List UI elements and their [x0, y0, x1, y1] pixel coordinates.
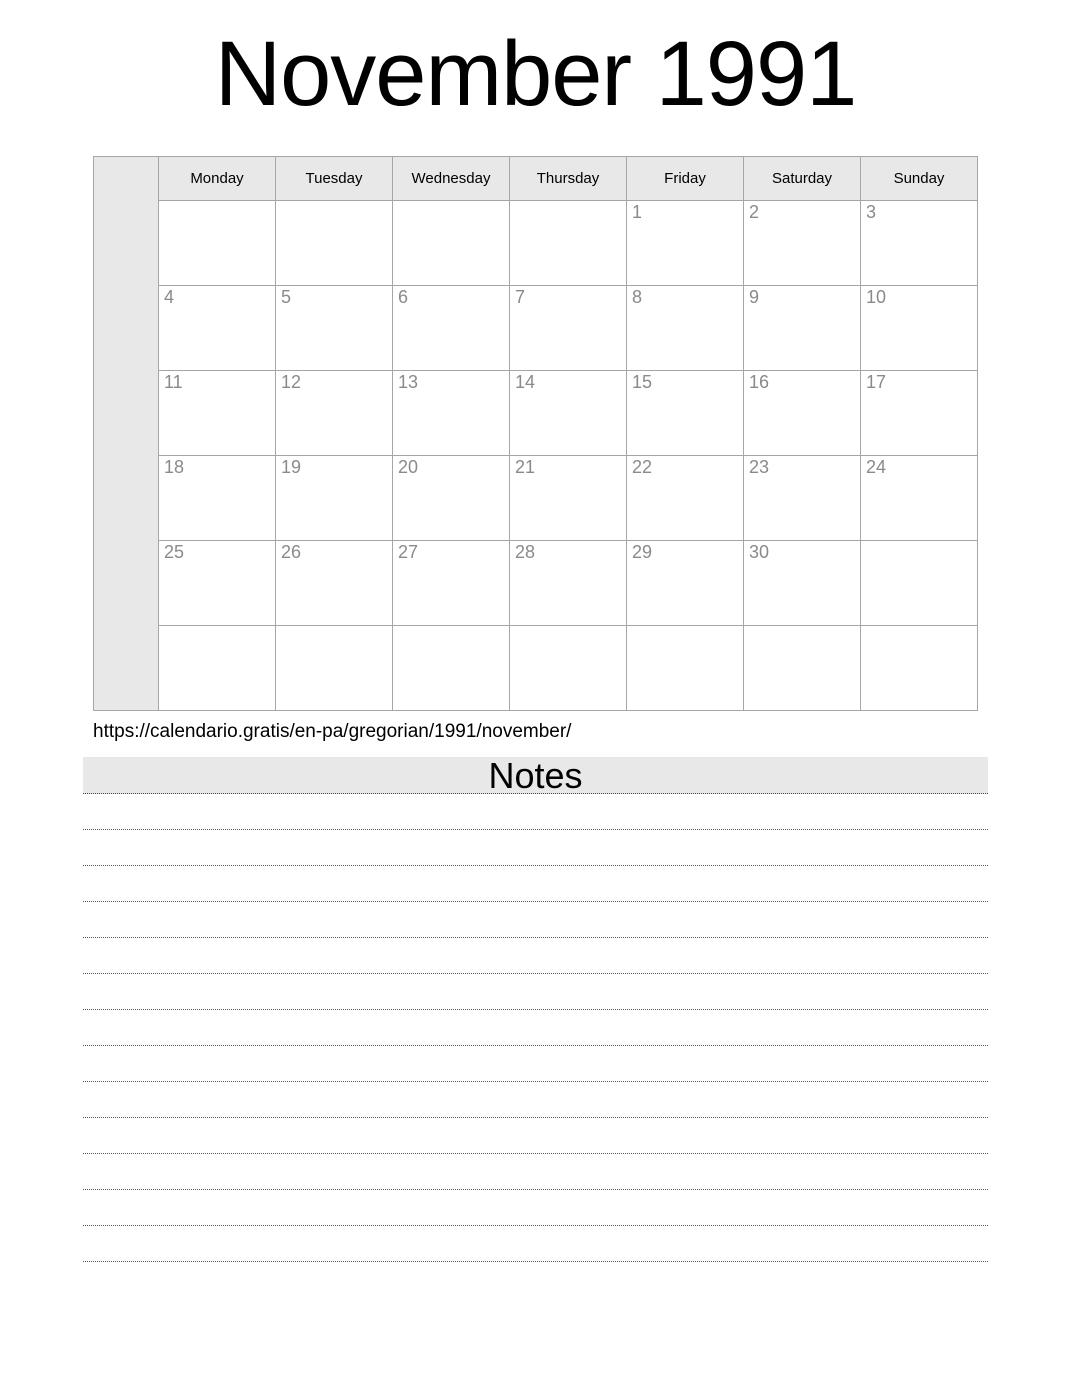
calendar-table [93, 156, 978, 711]
day-cell-23: 23 [744, 456, 861, 541]
day-cell-14: 14 [510, 371, 627, 456]
day-cell-20: 20 [393, 456, 510, 541]
note-line [83, 974, 988, 1010]
day-cell-24: 24 [861, 456, 978, 541]
page-title: November 1991 [214, 23, 857, 125]
day-cell-12: 12 [276, 371, 393, 456]
day-cell-28: 28 [510, 541, 627, 626]
day-cell-empty [861, 626, 978, 711]
week-row [94, 201, 978, 286]
day-cell-empty [393, 626, 510, 711]
week-row [94, 541, 978, 626]
note-line [83, 938, 988, 974]
note-line [83, 830, 988, 866]
day-cell-8: 8 [627, 286, 744, 371]
week-row [94, 371, 978, 456]
weekday-header-tuesday: Tuesday [276, 157, 393, 201]
day-cell-25: 25 [159, 541, 276, 626]
note-line [83, 1154, 988, 1190]
day-cell-16: 16 [744, 371, 861, 456]
week-row [94, 286, 978, 371]
day-cell-empty [159, 201, 276, 286]
weekday-header-thursday: Thursday [510, 157, 627, 201]
day-cell-11: 11 [159, 371, 276, 456]
day-cell-empty [276, 201, 393, 286]
day-cell-6: 6 [393, 286, 510, 371]
note-line [83, 1010, 988, 1046]
notes-section [83, 757, 988, 1262]
day-cell-15: 15 [627, 371, 744, 456]
notes-header [83, 757, 988, 794]
weekday-header-wednesday: Wednesday [393, 157, 510, 201]
note-line [83, 1226, 988, 1262]
weekday-header-sunday: Sunday [861, 157, 978, 201]
day-cell-18: 18 [159, 456, 276, 541]
day-cell-3: 3 [861, 201, 978, 286]
day-cell-22: 22 [627, 456, 744, 541]
day-cell-1: 1 [627, 201, 744, 286]
day-cell-empty [861, 541, 978, 626]
day-cell-10: 10 [861, 286, 978, 371]
week-spacer-column [94, 157, 159, 711]
note-line [83, 902, 988, 938]
day-cell-7: 7 [510, 286, 627, 371]
week-row [94, 626, 978, 711]
note-line [83, 1046, 988, 1082]
day-cell-26: 26 [276, 541, 393, 626]
weekday-header-saturday: Saturday [744, 157, 861, 201]
day-cell-2: 2 [744, 201, 861, 286]
week-row [94, 456, 978, 541]
day-cell-empty [159, 626, 276, 711]
day-cell-empty [393, 201, 510, 286]
day-cell-13: 13 [393, 371, 510, 456]
day-cell-4: 4 [159, 286, 276, 371]
weekday-header-monday: Monday [159, 157, 276, 201]
weekday-header-row [94, 157, 978, 201]
note-line [83, 866, 988, 902]
note-line [83, 1118, 988, 1154]
day-cell-29: 29 [627, 541, 744, 626]
day-cell-9: 9 [744, 286, 861, 371]
day-cell-19: 19 [276, 456, 393, 541]
day-cell-empty [510, 626, 627, 711]
source-url: https://calendario.gratis/en-pa/gregorian/1991/november/ [93, 721, 572, 742]
notes-lines [83, 794, 988, 1262]
day-cell-empty [510, 201, 627, 286]
day-cell-empty [276, 626, 393, 711]
note-line [83, 1082, 988, 1118]
day-cell-empty [744, 626, 861, 711]
note-line [83, 794, 988, 830]
day-cell-30: 30 [744, 541, 861, 626]
note-line [83, 1190, 988, 1226]
notes-title: Notes [488, 757, 583, 794]
weekday-header-friday: Friday [627, 157, 744, 201]
day-cell-5: 5 [276, 286, 393, 371]
day-cell-empty [627, 626, 744, 711]
day-cell-21: 21 [510, 456, 627, 541]
day-cell-17: 17 [861, 371, 978, 456]
day-cell-27: 27 [393, 541, 510, 626]
